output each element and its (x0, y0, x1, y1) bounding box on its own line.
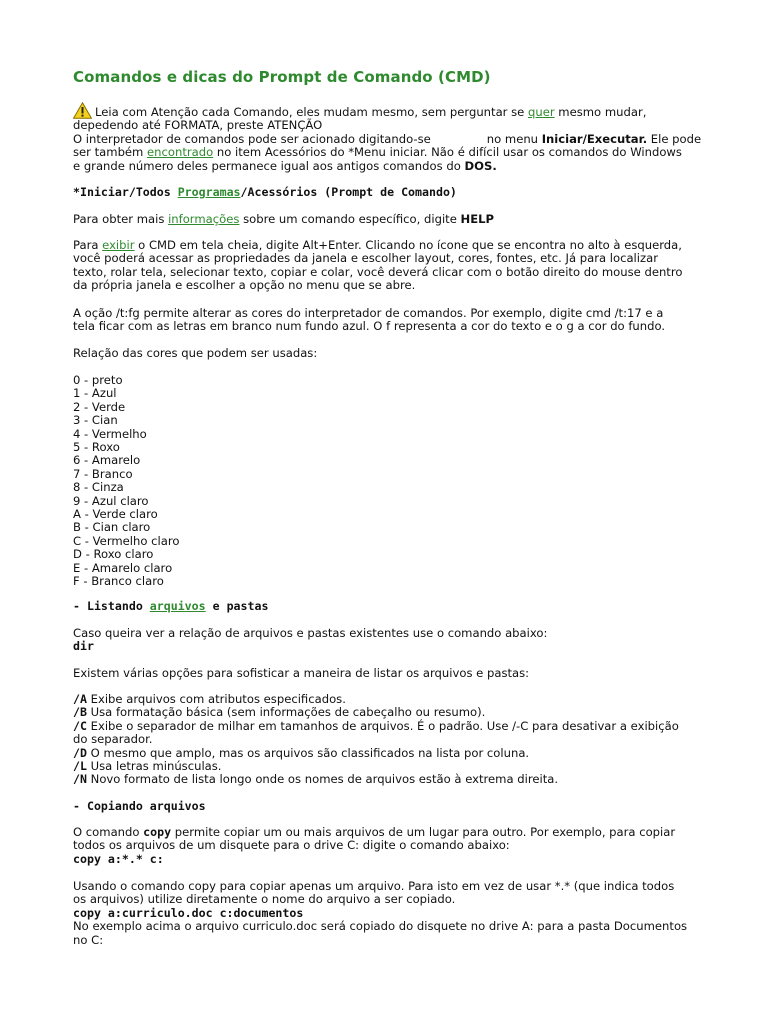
copying-paragraph: O comando copy permite copiar um ou mais arquivos de um lugar para outro. Por exemplo, para copiar todos os arquivos de um disquete para o drive C: digite o comando abaixo: copy a:*.* c: (73, 826, 713, 866)
list-item: /D O mesmo que amplo, mas os arquivos são classificados na lista por coluna. (73, 745, 530, 760)
page-title: Comandos e dicas do Prompt de Comando (CMD) (73, 68, 491, 86)
list-item: 8 - Cinza (73, 480, 124, 495)
list-item: /B Usa formatação básica (sem informações de cabeçalho ou resumo). (73, 705, 486, 720)
link-informacoes[interactable]: informações (168, 212, 240, 226)
listing-options-intro: Existem várias opções para sofisticar a maneira de listar os arquivos e pastas: (73, 666, 530, 680)
link-quer[interactable]: quer (528, 105, 555, 119)
list-item: 7 - Branco (73, 466, 133, 481)
command-copy-all: copy a:*.* c: (73, 851, 164, 866)
listing-heading: - Listando arquivos e pastas (73, 599, 269, 613)
warning-icon (73, 102, 92, 119)
list-item: 9 - Azul claro (73, 493, 149, 508)
list-item: 0 - preto (73, 373, 123, 387)
list-item: 1 - Azul (73, 386, 117, 401)
list-item: /A Exibe arquivos com atributos especificados. (73, 692, 346, 706)
link-exibir[interactable]: exibir (102, 238, 135, 252)
list-item: C - Vermelho claro (73, 533, 180, 548)
list-item: /C Exibe o separador de milhar em tamanhos de arquivos. É o padrão. Use /-C para desativar a exibição (73, 718, 679, 733)
link-arquivos[interactable]: arquivos (149, 599, 206, 613)
copying-heading: - Copiando arquivos (73, 799, 206, 813)
list-item: /L Usa letras minúsculas. (73, 759, 222, 774)
command-dir: dir (73, 639, 94, 654)
list-item: B - Cian claro (73, 520, 151, 535)
colors-paragraph: A oção /t:fg permite alterar as cores do interpretador de comandos. Por exemplo, digite cmd /t:17 e a tela ficar com as letras em branco num fundo azul. O f representa a cor do texto e o g a cor do fundo. (73, 306, 666, 334)
fullscreen-paragraph: Para exibir o CMD em tela cheia, digite Alt+Enter. Clicando no ícone que se encontra no alto à esquerda, você poderá acessar as propriedades da janela e escolher layout, cores, fontes, etc. Já para localizar texto, rolar tela, selecionar texto, copiar e colar, você deverá clicar com o botão direito do mouse dentro da própria janela e escolher a opção no menu que se abre. (73, 238, 683, 293)
colors-heading: Relação das cores que podem ser usadas: (73, 346, 318, 360)
list-item: A - Verde claro (73, 507, 158, 522)
list-item: D - Roxo claro (73, 547, 154, 562)
command-copy-file: copy a:curriculo.doc c:documentos (73, 905, 304, 920)
listing-intro: Caso queira ver a relação de arquivos e pastas existentes use o comando abaixo: dir (73, 627, 713, 654)
list-item: 2 - Verde (73, 399, 126, 414)
listing-options (73, 693, 713, 787)
list-item: F - Branco claro (73, 574, 164, 589)
list-item: 5 - Roxo (73, 440, 120, 455)
link-programas[interactable]: Programas (177, 185, 241, 199)
help-paragraph: Para obter mais informações sobre um comando específico, digite HELP (73, 212, 495, 226)
color-list (73, 374, 713, 589)
list-item: E - Amarelo claro (73, 560, 173, 575)
list-item: 3 - Cian (73, 413, 118, 428)
list-item: /N Novo formato de lista longo onde os nomes de arquivos estão à extrema direita. (73, 772, 559, 787)
intro-paragraph: Leia com Atenção cada Comando, eles mudam mesmo, sem perguntar se quer mesmo mudar, depedendo até FORMATA, preste ATENÇÃO O interpretador de comandos pode ser acionado digitando-se no menu Iniciar/Executar. Ele pode ser também encontrado no item Acessórios do *Menu iniciar. Não é difícil usar os comandos do Windows e grande número deles permanece igual aos antigos comandos do DOS. (73, 102, 713, 173)
link-encontrado[interactable]: encontrado (147, 145, 214, 160)
copying-single-paragraph: Usando o comando copy para copiar apenas um arquivo. Para isto em vez de usar *.* (que indica todos os arquivos) utilize diretamente o nome do arquivo a ser copiado. copy a:curriculo.doc c:documentos No exemplo acima o arquivo curriculo.doc será copiado do disquete no drive A: para a pasta Documentos no C: (73, 880, 713, 947)
list-item: 4 - Vermelho (73, 426, 147, 441)
list-item: do separador. (73, 732, 153, 747)
list-item: 6 - Amarelo (73, 453, 141, 468)
menu-path-heading: *Iniciar/Todos Programas/Acessórios (Prompt de Comando) (73, 185, 457, 199)
